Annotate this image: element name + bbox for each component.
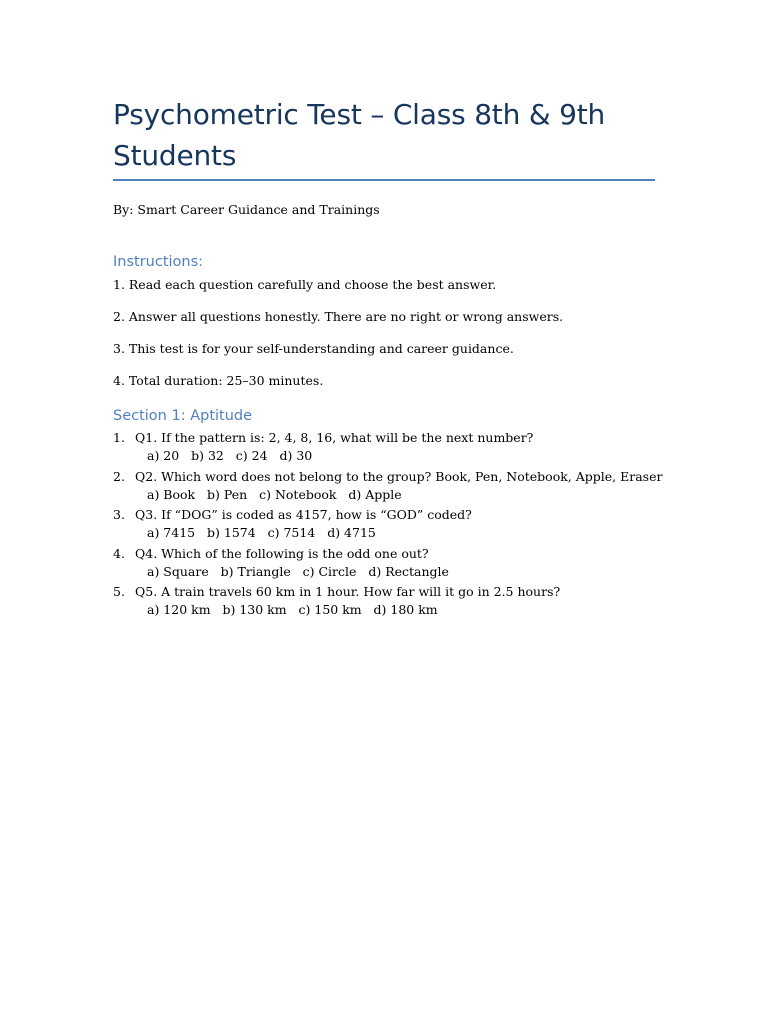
question-text: Q1. If the pattern is: 2, 4, 8, 16, what will be the next number?	[135, 430, 534, 445]
question-number: 3.	[113, 507, 125, 522]
question-options: a) Book b) Pen c) Notebook d) Apple	[147, 486, 402, 502]
instructions-heading: Instructions:	[113, 254, 204, 270]
question-text: Q2. Which word does not belong to the group? Book, Pen, Notebook, Apple, Eraser	[135, 468, 663, 484]
instruction-item: 3. This test is for your self-understanding and career guidance.	[113, 341, 514, 356]
section-1-heading: Section 1: Aptitude	[113, 408, 253, 424]
question-options: a) 120 km b) 130 km c) 150 km d) 180 km	[147, 602, 438, 617]
question-options: a) 20 b) 32 c) 24 d) 30	[147, 448, 313, 463]
question-number: 4.	[113, 545, 125, 561]
question-text: Q4. Which of the following is the odd one out?	[135, 545, 429, 561]
instruction-item: 4. Total duration: 25–30 minutes.	[113, 373, 324, 388]
question-number: 5.	[113, 584, 125, 599]
page-title: Psychometric Test – Class 8th & 9th Students	[113, 98, 606, 172]
question-number: 1.	[113, 430, 125, 445]
question-text: Q3. If “DOG” is coded as 4157, how is “GOD” coded?	[135, 507, 472, 522]
question-text: Q5. A train travels 60 km in 1 hour. How far will it go in 2.5 hours?	[135, 584, 561, 599]
title-divider	[113, 179, 655, 181]
question-options: a) Square b) Triangle c) Circle d) Rectangle	[147, 563, 449, 579]
instruction-item: 2. Answer all questions honestly. There are no right or wrong answers.	[113, 309, 564, 324]
instruction-item: 1. Read each question carefully and choose the best answer.	[113, 277, 497, 292]
byline: By: Smart Career Guidance and Trainings	[113, 202, 380, 217]
question-options: a) 7415 b) 1574 c) 7514 d) 4715	[147, 525, 376, 540]
question-number: 2.	[113, 468, 125, 484]
